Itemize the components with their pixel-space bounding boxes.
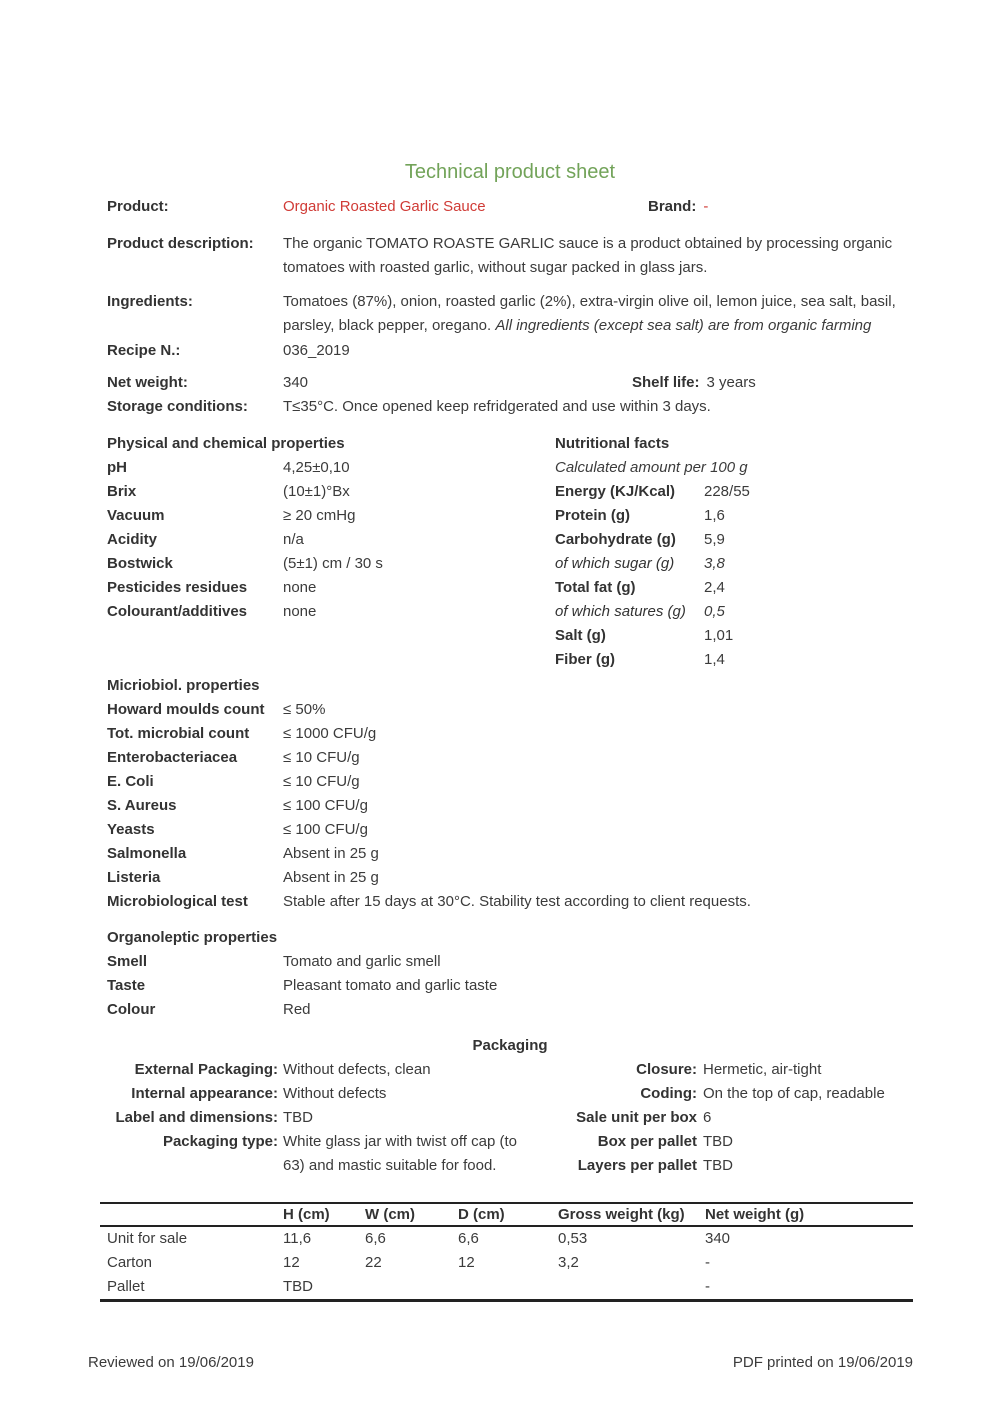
organoleptic-row xyxy=(107,998,913,1022)
storage-label: Storage conditions: xyxy=(107,398,248,415)
packaging-row xyxy=(540,1154,913,1178)
table-header-cell: H (cm) xyxy=(283,1206,330,1223)
packaging-row xyxy=(540,1106,913,1130)
nutrition-value: 228/55 xyxy=(704,483,750,500)
packaging-label: Coding: xyxy=(640,1085,697,1102)
packaging-label: External Packaging: xyxy=(134,1061,278,1078)
organoleptic-label: Taste xyxy=(107,977,146,994)
packaging-value: TBD xyxy=(703,1133,733,1150)
microbio-row xyxy=(107,818,913,842)
organoleptic-row xyxy=(107,974,913,998)
microbio-row xyxy=(107,698,913,722)
microbio-row xyxy=(107,842,913,866)
packaging-label: Sale unit per box xyxy=(576,1109,697,1126)
property-label: pH xyxy=(107,459,127,476)
table-cell: 12 xyxy=(458,1254,475,1271)
packaging-value: TBD xyxy=(283,1109,313,1126)
nutrition-label: Fiber (g) xyxy=(555,651,615,668)
packaging-label: Closure: xyxy=(636,1061,697,1078)
description-value: The organic TOMATO ROASTE GARLIC sauce is a product obtained by processing organic tomatoes with roasted garlic, without sugar packed in glass jars. xyxy=(283,235,893,276)
microbio-label: Microbiological test xyxy=(107,893,248,910)
property-label: Pesticides residues xyxy=(107,579,248,596)
packaging-row xyxy=(107,1082,540,1106)
table-cell: Unit for sale xyxy=(107,1230,188,1247)
microbio-label: E. Coli xyxy=(107,773,154,790)
nutrition-value: 2,4 xyxy=(704,579,725,596)
microbio-value: ≤ 50% xyxy=(283,701,326,718)
recipe-row xyxy=(107,339,913,363)
property-value: n/a xyxy=(283,531,304,548)
table-cell xyxy=(558,1275,705,1299)
property-label: Vacuum xyxy=(107,507,165,524)
nutrition-row xyxy=(555,528,913,552)
property-label: Brix xyxy=(107,483,137,500)
packaging-label: Internal appearance: xyxy=(131,1085,278,1102)
table-cell: 340 xyxy=(705,1230,731,1247)
microbio-value: ≤ 100 CFU/g xyxy=(283,797,368,814)
nutrition-label: Salt (g) xyxy=(555,627,606,644)
packaging-label: Layers per pallet xyxy=(577,1157,697,1174)
nutrition-label: of which satures (g) xyxy=(555,603,686,620)
nutrition-row xyxy=(555,576,913,600)
microbio-row xyxy=(107,794,913,818)
property-value: ≥ 20 cmHg xyxy=(283,507,356,524)
table-cell: Pallet xyxy=(107,1278,145,1295)
table-cell xyxy=(365,1275,458,1299)
packaging-section-title: Packaging xyxy=(472,1037,548,1054)
pdf-printed-date: PDF printed on 19/06/2019 xyxy=(732,1354,913,1371)
organoleptic-label: Colour xyxy=(107,1001,156,1018)
nutrition-label: Carbohydrate (g) xyxy=(555,531,676,548)
packaging-value: Without defects xyxy=(283,1085,387,1102)
packaging-row xyxy=(540,1058,913,1082)
table-cell: - xyxy=(705,1278,710,1295)
packaging-value: Without defects, clean xyxy=(283,1061,431,1078)
physical-properties-section xyxy=(107,432,555,672)
table-row xyxy=(100,1251,913,1275)
nutrition-section-title: Nutritional facts xyxy=(555,435,670,452)
nutrition-value: 1,01 xyxy=(704,627,734,644)
dimensions-table xyxy=(100,1202,913,1302)
table-cell: 11,6 xyxy=(283,1230,312,1247)
net-weight-row xyxy=(107,371,913,395)
microbio-row xyxy=(107,770,913,794)
table-header-cell xyxy=(100,1205,283,1224)
description-label: Product description: xyxy=(107,235,254,252)
table-header-cell: W (cm) xyxy=(365,1206,415,1223)
organoleptic-row xyxy=(107,950,913,974)
storage-value: T≤35°C. Once opened keep refridgerated and use within 3 days. xyxy=(283,398,711,415)
net-weight-value: 340 xyxy=(283,374,309,391)
microbio-row xyxy=(107,722,913,746)
nutrition-row xyxy=(555,648,913,672)
reviewed-date: Reviewed on 19/06/2019 xyxy=(88,1354,254,1371)
ingredients-row xyxy=(107,290,913,338)
microbio-value: Absent in 25 g xyxy=(283,869,379,886)
microbio-row xyxy=(107,746,913,770)
product-label: Product: xyxy=(107,198,169,215)
property-row xyxy=(107,600,555,624)
microbio-value: Absent in 25 g xyxy=(283,845,379,862)
page-footer xyxy=(88,1352,913,1374)
property-value: none xyxy=(283,603,317,620)
nutrition-value: 0,5 xyxy=(704,603,725,620)
property-value: (5±1) cm / 30 s xyxy=(283,555,383,572)
nutrition-label: of which sugar (g) xyxy=(555,555,675,572)
microbio-value: ≤ 10 CFU/g xyxy=(283,773,360,790)
property-row xyxy=(107,456,555,480)
microbio-label: Enterobacteriacea xyxy=(107,749,238,766)
shelf-life-value: 3 years xyxy=(706,374,756,391)
nutritional-facts-section xyxy=(555,432,913,672)
nutrition-value: 1,6 xyxy=(704,507,725,524)
nutrition-row xyxy=(555,552,913,576)
packaging-value: White glass jar with twist off cap (to 63) and mastic suitable for food. xyxy=(283,1133,517,1174)
property-label: Bostwick xyxy=(107,555,173,572)
microbio-row xyxy=(107,866,913,890)
microbio-label: Tot. microbial count xyxy=(107,725,250,742)
packaging-value: Hermetic, air-tight xyxy=(703,1061,822,1078)
packaging-label: Packaging type: xyxy=(162,1133,278,1150)
nutrition-row xyxy=(555,480,913,504)
organoleptic-section xyxy=(107,926,913,1022)
shelf-life-label: Shelf life: xyxy=(632,374,700,391)
microbio-value: ≤ 1000 CFU/g xyxy=(283,725,377,742)
table-cell: - xyxy=(705,1254,710,1271)
nutrition-row xyxy=(555,624,913,648)
microbio-label: Listeria xyxy=(107,869,161,886)
property-label: Colourant/additives xyxy=(107,603,248,620)
net-weight-label: Net weight: xyxy=(107,374,188,391)
table-cell: 6,6 xyxy=(458,1230,479,1247)
microbio-label: Yeasts xyxy=(107,821,155,838)
nutrition-label: Protein (g) xyxy=(555,507,630,524)
packaging-label: Label and dimensions: xyxy=(115,1109,278,1126)
nutrition-label: Total fat (g) xyxy=(555,579,636,596)
table-header-cell: Net weight (g) xyxy=(705,1206,805,1223)
ingredients-value xyxy=(283,290,913,338)
property-value: (10±1)°Bx xyxy=(283,483,350,500)
table-header-cell: Gross weight (kg) xyxy=(558,1206,685,1223)
packaging-value: TBD xyxy=(703,1157,733,1174)
physical-section-title: Physical and chemical properties xyxy=(107,435,345,452)
packaging-value: 6 xyxy=(703,1109,712,1126)
microbio-label: Howard moulds count xyxy=(107,701,265,718)
property-row xyxy=(107,552,555,576)
ingredients-label: Ingredients: xyxy=(107,293,193,310)
property-row xyxy=(107,504,555,528)
storage-row xyxy=(107,395,913,419)
property-value: none xyxy=(283,579,317,596)
packaging-label: Box per pallet xyxy=(597,1133,697,1150)
nutrition-label: Energy (KJ/Kcal) xyxy=(555,483,676,500)
table-header-cell: D (cm) xyxy=(458,1206,505,1223)
brand-label: Brand: xyxy=(648,198,697,215)
microbio-section-title: Micriobiol. properties xyxy=(107,677,260,694)
brand-value: - xyxy=(703,198,709,215)
packaging-value: On the top of cap, readable xyxy=(703,1085,885,1102)
microbio-value: ≤ 100 CFU/g xyxy=(283,821,368,838)
packaging-row xyxy=(540,1130,913,1154)
product-value: Organic Roasted Garlic Sauce xyxy=(283,198,486,215)
table-cell: 22 xyxy=(365,1254,382,1271)
dimensions-table-header xyxy=(100,1204,913,1227)
recipe-label: Recipe N.: xyxy=(107,342,181,359)
organoleptic-value: Tomato and garlic smell xyxy=(283,953,441,970)
microbio-value: ≤ 10 CFU/g xyxy=(283,749,360,766)
property-row xyxy=(107,576,555,600)
nutrition-row xyxy=(555,504,913,528)
property-row xyxy=(107,480,555,504)
microbio-row xyxy=(107,890,913,914)
ingredients-note: All ingredients (except sea salt) are from organic farming xyxy=(495,317,872,334)
microbio-value: Stable after 15 days at 30°C. Stability test according to client requests. xyxy=(283,893,751,910)
packaging-row xyxy=(107,1130,540,1178)
organoleptic-label: Smell xyxy=(107,953,148,970)
properties-columns xyxy=(107,432,913,672)
organoleptic-value: Red xyxy=(283,1001,311,1018)
organoleptic-section-title: Organoleptic properties xyxy=(107,929,278,946)
nutrition-value: 5,9 xyxy=(704,531,725,548)
page-title: Technical product sheet xyxy=(404,161,616,183)
recipe-value: 036_2019 xyxy=(283,342,350,359)
property-row xyxy=(107,528,555,552)
table-cell: TBD xyxy=(283,1278,313,1295)
product-row xyxy=(107,195,913,219)
table-cell: 3,2 xyxy=(558,1254,579,1271)
table-cell xyxy=(458,1275,558,1299)
packaging-right-column xyxy=(540,1058,913,1178)
packaging-left-column xyxy=(107,1058,540,1178)
table-row xyxy=(100,1275,913,1299)
microbio-label: S. Aureus xyxy=(107,797,177,814)
packaging-columns xyxy=(107,1058,913,1178)
table-cell: 6,6 xyxy=(365,1230,386,1247)
packaging-row xyxy=(107,1058,540,1082)
ingredients-text: Tomatoes (87%), onion, roasted garlic (2%), extra-virgin olive oil, lemon juice, sea salt, basil, parsley, black pepper, oregano. xyxy=(283,293,896,334)
table-cell: 0,53 xyxy=(558,1230,588,1247)
nutrition-row xyxy=(555,600,913,624)
nutrition-value: 3,8 xyxy=(704,555,725,572)
table-row xyxy=(100,1227,913,1251)
property-value: 4,25±0,10 xyxy=(283,459,350,476)
description-row xyxy=(107,232,913,280)
table-cell: 12 xyxy=(283,1254,300,1271)
property-label: Acidity xyxy=(107,531,158,548)
microbiological-section xyxy=(107,674,913,914)
table-cell: Carton xyxy=(107,1254,153,1271)
organoleptic-value: Pleasant tomato and garlic taste xyxy=(283,977,498,994)
packaging-row xyxy=(107,1106,540,1130)
microbio-label: Salmonella xyxy=(107,845,187,862)
packaging-row xyxy=(540,1082,913,1106)
nutrition-value: 1,4 xyxy=(704,651,725,668)
nutrition-subtitle: Calculated amount per 100 g xyxy=(555,459,748,476)
